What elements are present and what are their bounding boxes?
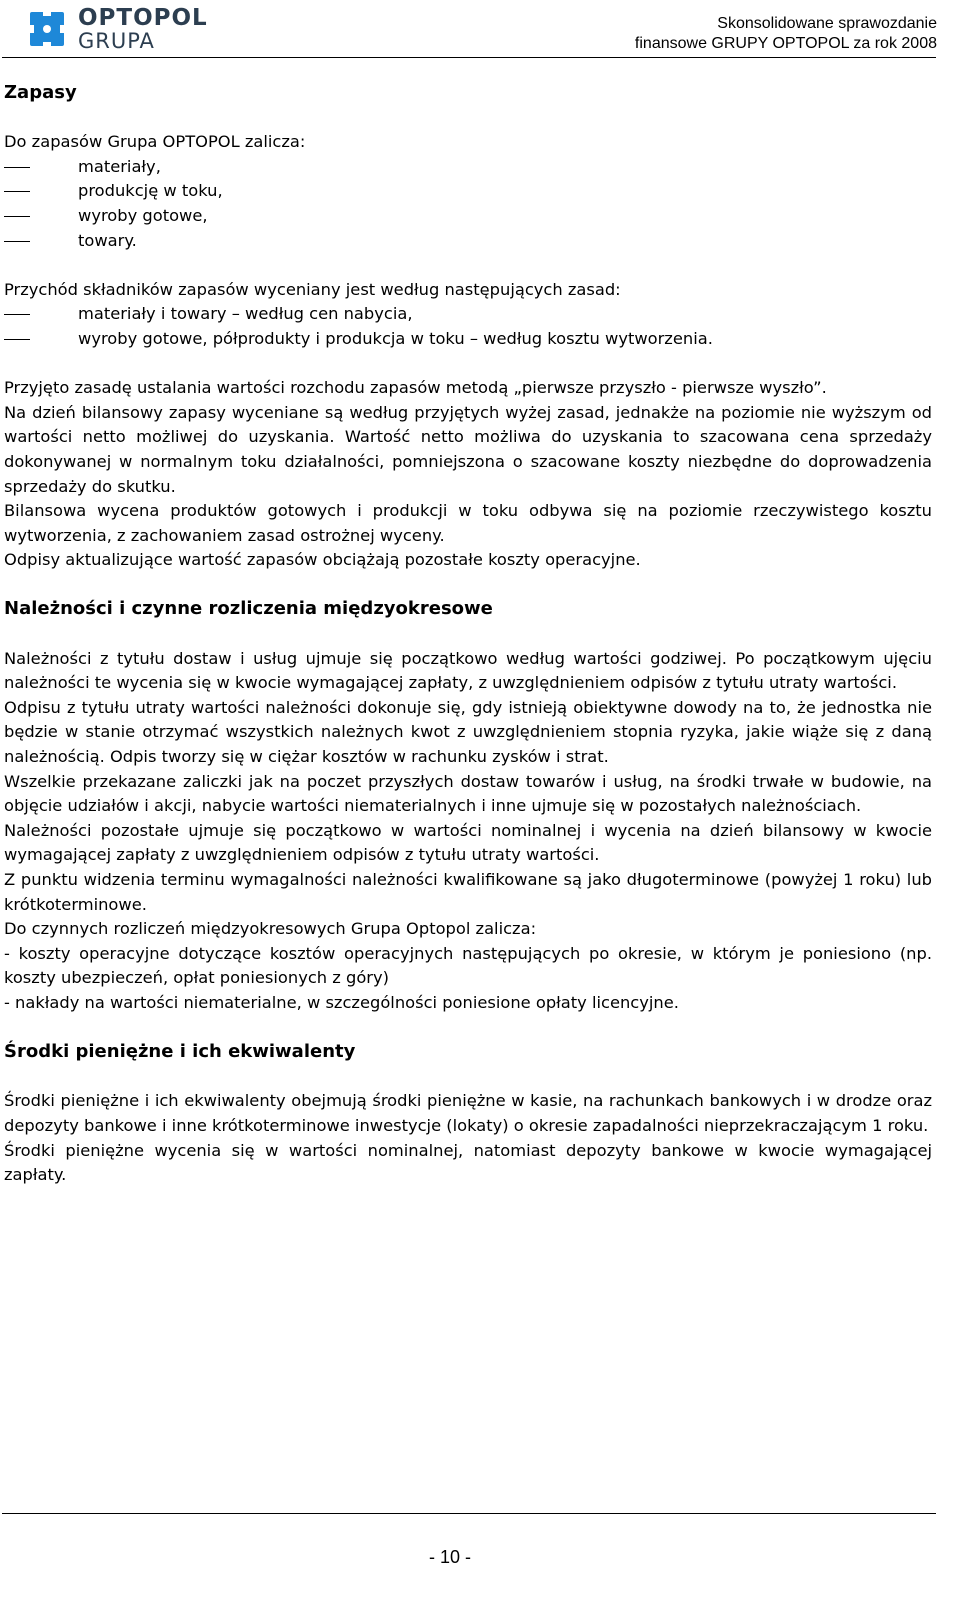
logo-subtitle: GRUPA xyxy=(78,28,155,53)
paragraph: Bilansowa wycena produktów gotowych i produkcji w toku odbywa się na poziomie rzeczywistego kosztu wytworzenia, z zachowaniem zasad ostrożnej wyceny. xyxy=(4,501,932,545)
header-divider xyxy=(2,57,936,58)
zapasy-valuation-intro: Przychód składników zapasów wyceniany jest według następujących zasad: xyxy=(4,279,621,299)
report-title-line2: finansowe GRUPY OPTOPOL za rok 2008 xyxy=(634,35,937,52)
optopol-logo xyxy=(24,4,208,54)
logo-wordmark: OPTOPOL xyxy=(78,4,208,31)
paragraph: Z punktu widzenia terminu wymagalności należności kwalifikowane są jako długoterminowe (powyżej 1 roku) lub krótkoterminowe. xyxy=(4,870,932,914)
heading-naleznosci: Należności i czynne rozliczenia międzyokresowe xyxy=(4,598,493,620)
paragraph: - nakłady na wartości niematerialne, w szczególności poniesione opłaty licencyjne. xyxy=(4,992,679,1012)
report-title xyxy=(635,14,937,54)
footer-divider xyxy=(2,1513,936,1514)
paragraph: Środki pieniężne i ich ekwiwalenty obejmują środki pieniężne w kasie, na rachunkach bankowych i w drodze oraz depozyty bankowe i inne krótkoterminowe inwestycje (lokaty) o okresie zapadalności nieprzekraczającym 1 roku. xyxy=(4,1091,932,1135)
list-item: materiały, xyxy=(4,155,932,180)
zapasy-valuation-list xyxy=(4,302,932,351)
paragraph: Wszelkie przekazane zaliczki jak na poczet przyszłych dostaw towarów i usług, na środki trwałe w budowie, na objęcie udziałów i akcji, nabycie wartości niematerialnych i inne ujmuje się w pozostałych należnościach. xyxy=(4,771,932,816)
zapasy-list xyxy=(4,155,932,253)
report-title-line1: Skonsolidowane sprawozdanie xyxy=(717,15,937,32)
list-item: wyroby gotowe, półprodukty i produkcja w toku – według kosztu wytworzenia. xyxy=(4,327,932,352)
list-item: wyroby gotowe, xyxy=(4,204,932,229)
heading-zapasy: Zapasy xyxy=(4,82,77,103)
paragraph: Na dzień bilansowy zapasy wyceniane są według przyjętych wyżej zasad, jednakże na poziomie nie wyższym od wartości netto możliwej do uzyskania. Wartość netto możliwa do uzyskania to szacowana cena sprzedaży dokonywanej w normalnym toku działalności, pomniejszona o szacowane koszty niezbędne do doprowadzenia sprzedaży do skutku. xyxy=(4,402,932,496)
list-item: materiały i towary – według cen nabycia, xyxy=(4,302,932,327)
page-header xyxy=(0,0,960,60)
zapasy-intro: Do zapasów Grupa OPTOPOL zalicza: xyxy=(4,132,306,152)
paragraph: Należności pozostałe ujmuje się początkowo w wartości nominalnej i wycenia na dzień bilansowy w kwocie wymagającej zapłaty z uwzględnieniem odpisów z tytułu utraty wartości. xyxy=(4,820,932,865)
paragraph: Do czynnych rozliczeń międzyokresowych Grupa Optopol zalicza: xyxy=(4,919,537,939)
paragraph: Środki pieniężne wycenia się w wartości nominalnej, natomiast depozyty bankowe w kwocie wymagającej zapłaty. xyxy=(4,1140,932,1185)
list-item: produkcję w toku, xyxy=(4,179,932,204)
heading-srodki: Środki pieniężne i ich ekwiwalenty xyxy=(4,1041,356,1063)
paragraph: Odpisu z tytułu utraty wartości należności dokonuje się, gdy istnieją obiektywne dowody na to, że jednostka nie będzie w stanie otrzymać wszystkich należnych kwot z uwzględnieniem stopnia ryzyka, jakie wiąże się z daną należnością. Odpis tworzy się w ciężar kosztów w rachunku zysków i strat. xyxy=(4,697,932,767)
paragraph: Należności z tytułu dostaw i usług ujmuje się początkowo według wartości godziwej. Po początkowym ujęciu należności te wycenia się w kwocie wymagającej zapłaty, z uwzględnieniem odpisów z tytułu utraty wartości. xyxy=(4,648,932,693)
paragraph: - koszty operacyjne dotyczące kosztów operacyjnych następujących po okresie, w którym je poniesiono (np. koszty ubezpieczeń, opłat poniesionych z góry) xyxy=(4,943,932,988)
paragraph: Odpisy aktualizujące wartość zapasów obciążają pozostałe koszty operacyjne. xyxy=(4,550,641,570)
list-item: towary. xyxy=(4,229,932,254)
optopol-logo-icon xyxy=(24,6,70,52)
page-number: - 10 - xyxy=(428,1547,471,1567)
document-body xyxy=(4,81,932,1188)
paragraph: Przyjęto zasadę ustalania wartości rozchodu zapasów metodą „pierwsze przyszło - pierwsze wyszło”. xyxy=(4,378,827,398)
